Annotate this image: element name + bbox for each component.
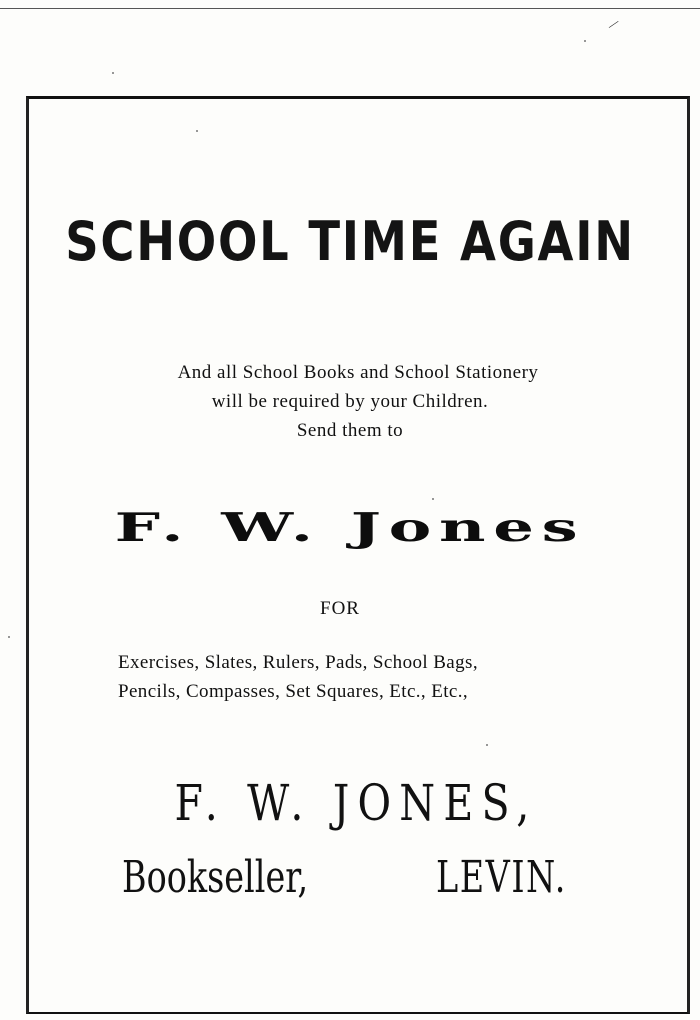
- ink-mark: ⁄: [609, 18, 618, 33]
- merchant-display-name: F. W. Jones: [114, 504, 586, 551]
- item-list: [118, 648, 478, 706]
- intro-line-3: Send them to: [296, 420, 404, 441]
- item-line-1: Exercises, Slates, Rulers, Pads, School Bags,: [118, 652, 478, 673]
- signature-name: F. W. JONES,: [174, 774, 538, 832]
- intro-line-1: And all School Books and School Stationery: [177, 362, 539, 383]
- print-speck: [584, 40, 586, 42]
- item-line-2: Pencils, Compasses, Set Squares, Etc., Etc.,: [118, 681, 469, 702]
- for-label: FOR: [320, 598, 360, 619]
- print-speck: [112, 72, 114, 74]
- print-speck: [8, 636, 10, 638]
- signature-town: LEVIN.: [436, 852, 567, 903]
- print-speck: [196, 130, 198, 132]
- signature-trade: Bookseller,: [122, 852, 309, 903]
- print-speck: [432, 498, 434, 500]
- intro-line-2: will be required by your Children.: [211, 391, 489, 412]
- advertisement-heading: SCHOOL TIME AGAIN: [65, 210, 635, 273]
- intro-text: [0, 358, 700, 445]
- print-speck: [486, 744, 488, 746]
- top-page-rule: [0, 8, 700, 9]
